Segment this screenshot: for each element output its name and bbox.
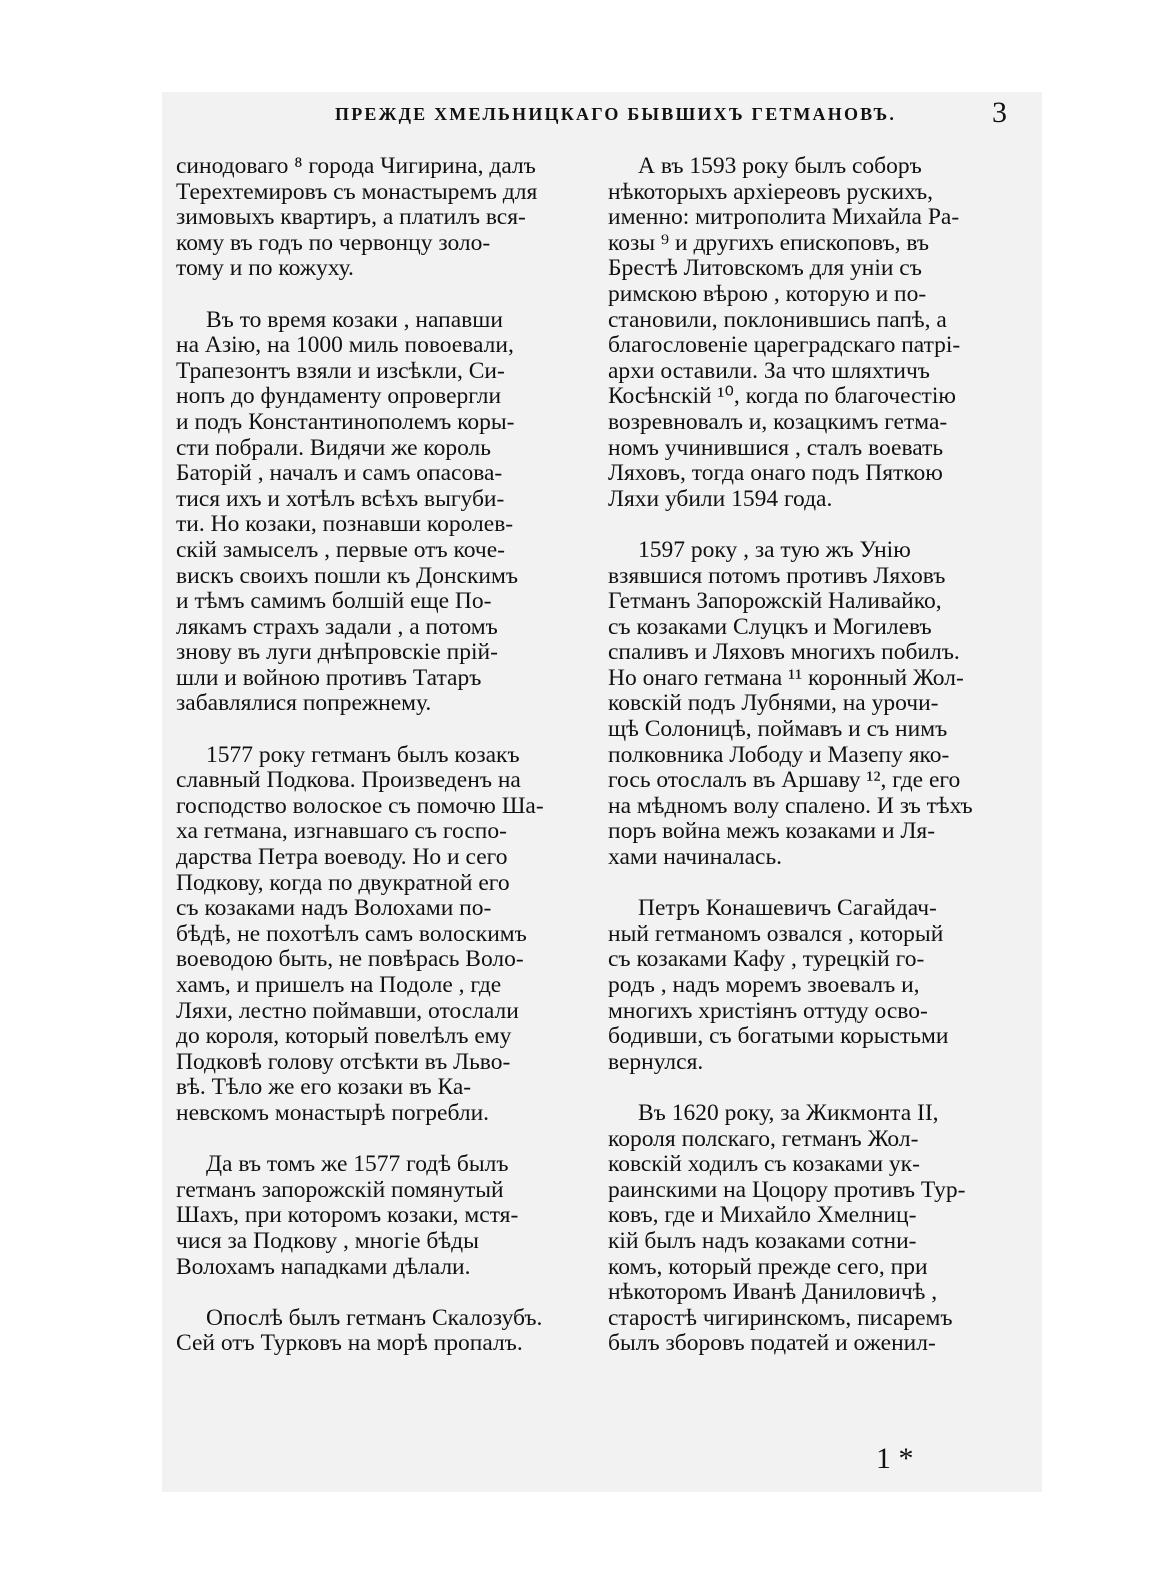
text-line: невскомъ монастырѣ погребли. — [176, 1099, 490, 1126]
text-line: бѣдѣ, не похотѣлъ самъ волоскимъ — [176, 920, 527, 947]
text-line: Подкову, когда по двукратной его — [176, 869, 510, 896]
text-line: ковскій ходилъ съ козаками ук- — [608, 1151, 920, 1178]
text-line: зимовыхъ квартиръ, а платилъ вся- — [176, 204, 526, 231]
text-line: взявшися потомъ противъ Ляховъ — [608, 562, 946, 589]
text-line: 1597 року , за тую жъ Унію — [638, 536, 911, 563]
text-line: славный Подкова. Произведенъ на — [176, 767, 521, 794]
text-line: родъ , надъ моремъ звоевалъ и, — [608, 972, 920, 998]
text-line: скій замыселъ , первые отъ коче- — [176, 536, 505, 563]
text-line: поръ война межъ козаками и Ля- — [608, 818, 936, 845]
text-line: съ козаками надъ Волохами по- — [176, 895, 492, 922]
text-line: возревновалъ и, козацкимъ гетма- — [608, 408, 948, 435]
text-line: Подковѣ голову отсѣкти въ Льво- — [176, 1048, 511, 1075]
paragraph — [176, 154, 588, 282]
text-line: Брестѣ Литовскомъ для уніи съ — [608, 255, 922, 282]
text-line: Ляховъ, тогда онаго подъ Пяткою — [608, 460, 943, 487]
text-line: ный гетманомъ озвался , который — [608, 920, 944, 947]
text-line: Но онаго гетмана ¹¹ коронный Жол- — [608, 664, 964, 691]
text-line: именно: митрополита Михайла Ра- — [608, 204, 960, 231]
text-line: дарства Петра воеводу. Но и сего — [176, 844, 508, 871]
text-line: тому и по кожуху. — [176, 255, 354, 282]
text-line: на мѣдномъ волу спалено. И зъ тѣхъ — [608, 792, 973, 819]
text-line: ковъ, где и Михайло Хмелниц- — [608, 1202, 917, 1229]
text-line: хами начиналась. — [608, 844, 783, 871]
text-line: полковника Лободу и Мазепу яко- — [608, 741, 950, 768]
paragraph — [176, 743, 588, 1127]
text-line: съ козаками Слуцкъ и Могилевъ — [608, 613, 932, 640]
text-line: благословеніе цареградскаго патрі- — [608, 332, 961, 359]
text-line: 1577 року гетманъ былъ козакъ — [206, 741, 520, 768]
text-line: нопъ до фундаменту опровергли — [176, 383, 502, 410]
text-line: на Азію, на 1000 миль повоевали, — [176, 332, 514, 359]
text-line: знову въ луги днѣпровскіе прій- — [176, 639, 498, 666]
text-line: римскою вѣрою , которую и по- — [608, 280, 927, 307]
text-line: кому въ годъ по червонцу золо- — [176, 229, 491, 256]
text-line: чися за Подкову , многіе бѣды — [176, 1227, 479, 1254]
text-line: вискъ своихъ пошли къ Донскимъ — [176, 562, 518, 589]
signature-mark: 1 * — [876, 1442, 914, 1475]
text-line: щѣ Солоницѣ, поймавъ и съ нимъ — [608, 716, 948, 743]
text-line: ти. Но козаки, познавши королев- — [176, 511, 514, 538]
paragraph — [176, 1152, 588, 1280]
running-header: ПРЕЖДЕ ХМЕЛЬНИЦКАГО БЫВШИХЪ ГЕТМАНОВЪ. — [335, 104, 897, 124]
text-line: Косѣнскій ¹⁰, когда по благочестію — [608, 383, 956, 410]
text-line: Петръ Конашевичъ Сагайдач- — [638, 895, 937, 922]
page-number: 3 — [992, 96, 1007, 129]
text-line: номъ учинившися , сталъ воевать — [608, 434, 944, 461]
text-line: козы ⁹ и другихъ епископовъ, въ — [608, 229, 930, 256]
text-line: хамъ, и пришелъ на Подоле , где — [176, 972, 502, 998]
paragraph — [608, 896, 1020, 1075]
text-line: нѣкоторомъ Иванѣ Даниловичѣ , — [608, 1279, 938, 1306]
text-line: съ козаками Кафу , турецкій го- — [608, 946, 925, 973]
text-line: многихъ христіянъ оттуду осво- — [608, 997, 928, 1024]
paragraph — [176, 308, 588, 718]
text-line: комъ, который прежде сего, при — [608, 1253, 928, 1280]
text-line: спаливъ и Ляховъ многихъ побилъ. — [608, 639, 960, 666]
text-line: нѣкоторыхъ архіереовъ рускихъ, — [608, 178, 933, 205]
text-line: Ляхи, лестно поймавши, отослали — [176, 997, 519, 1024]
text-line: Гетманъ Запорожскій Наливайко, — [608, 588, 942, 615]
paragraph — [608, 1101, 1020, 1357]
text-line: Трапезонтъ взяли и изсѣкли, Си- — [176, 357, 505, 384]
text-line: Да въ томъ же 1577 годѣ былъ — [206, 1151, 509, 1178]
text-line: воеводою быть, не повѣрась Воло- — [176, 946, 524, 973]
text-line: Сей отъ Турковъ на морѣ пропалъ. — [176, 1330, 523, 1357]
text-line: вернулся. — [608, 1048, 704, 1075]
paragraph — [608, 154, 1020, 512]
text-line: Шахъ, при которомъ козаки, мстя- — [176, 1202, 519, 1229]
right-column — [608, 154, 1020, 1383]
text-line: Опослѣ былъ гетманъ Скалозубъ. — [206, 1304, 543, 1331]
paragraph — [608, 538, 1020, 871]
text-line: Волохамъ нападками дѣлали. — [176, 1253, 471, 1280]
text-line: сти побрали. Видячи же король — [176, 434, 492, 461]
text-line: тися ихъ и хотѣлъ всѣхъ выгуби- — [176, 485, 505, 512]
text-line: забавлялися попрежнему. — [176, 690, 432, 717]
text-line: раинскими на Цоцору противъ Тур- — [608, 1176, 966, 1203]
text-line: короля полскаго, гетманъ Жол- — [608, 1125, 919, 1152]
text-line: гетманъ запорожскій помянутый — [176, 1176, 504, 1203]
text-line: Въ то время козаки , напавши — [206, 306, 503, 333]
text-line: Въ 1620 року, за Жикмонта II, — [638, 1099, 939, 1126]
text-line: Ляхи убили 1594 года. — [608, 485, 833, 512]
text-line: архи оставили. За что шляхтичъ — [608, 357, 930, 384]
text-line: былъ зборовъ податей и оженил- — [608, 1330, 936, 1357]
text-line: бодивши, съ богатыми корыстьми — [608, 1023, 949, 1050]
text-line: гось отослалъ въ Аршаву ¹², где его — [608, 767, 961, 794]
text-line: вѣ. Тѣло же его козаки въ Ка- — [176, 1074, 472, 1101]
text-line: синодоваго ⁸ города Чигирина, далъ — [176, 153, 536, 179]
text-line: и подъ Константинополемъ коры- — [176, 408, 515, 435]
text-line: до короля, который повелѣлъ ему — [176, 1023, 512, 1050]
text-line: А въ 1593 року былъ соборъ — [638, 153, 922, 179]
text-line: становили, поклонившись папѣ, а — [608, 306, 947, 333]
text-line: господство волоское съ помочю Ша- — [176, 792, 544, 819]
text-line: Терехтемировъ съ монастыремъ для — [176, 178, 538, 205]
text-line: шли и войною противъ Татаръ — [176, 664, 482, 691]
text-line: кій былъ надъ козаками сотни- — [608, 1227, 917, 1254]
left-column — [176, 154, 588, 1383]
text-line: ковскій подъ Лубнями, на урочи- — [608, 690, 939, 717]
text-line: старостѣ чигиринскомъ, писаремъ — [608, 1304, 953, 1331]
text-line: Баторій , началъ и самъ опасова- — [176, 460, 503, 487]
text-line: лякамъ страхъ задали , а потомъ — [176, 613, 498, 640]
paragraph — [176, 1306, 588, 1357]
text-line: и тѣмъ самимъ болшій еще По- — [176, 588, 492, 615]
text-line: ха гетмана, изгнавшаго съ госпо- — [176, 818, 507, 845]
